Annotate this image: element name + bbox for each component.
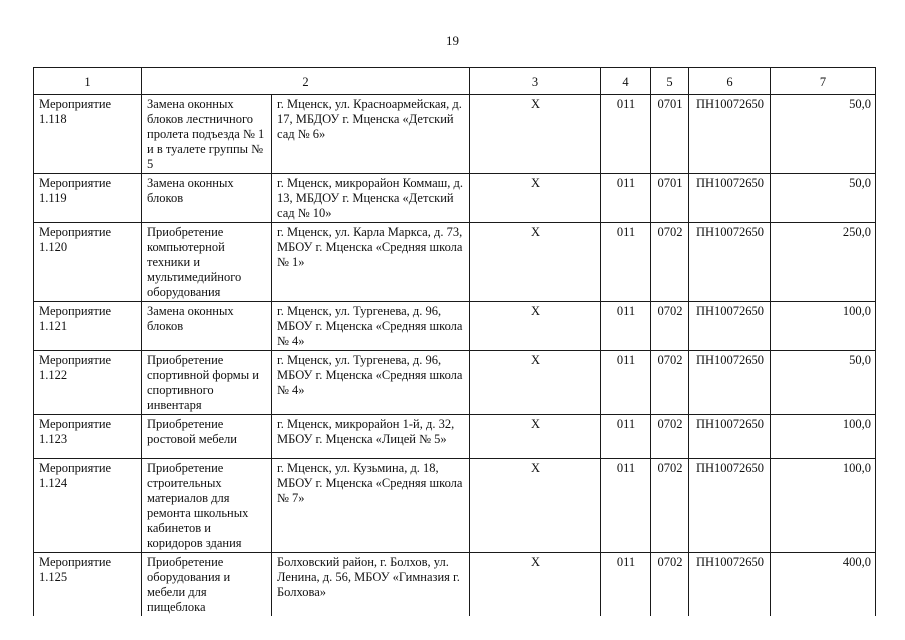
col3-value: Х <box>470 302 601 351</box>
col3-value: Х <box>470 415 601 459</box>
col7-value: 250,0 <box>771 223 876 302</box>
measure-name: Замена оконных блоков лестничного пролета подъезда № 1 и в туалете группы № 5 <box>142 95 272 174</box>
col7-value: 400,0 <box>771 553 876 617</box>
col4-value: 011 <box>601 95 651 174</box>
col5-value: 0702 <box>651 302 689 351</box>
table-row <box>34 302 876 351</box>
col4-value: 011 <box>601 459 651 553</box>
measure-name: Замена оконных блоков <box>142 302 272 351</box>
table-row <box>34 553 876 617</box>
measure-name: Приобретение спортивной формы и спортивного инвентаря <box>142 351 272 415</box>
table-row <box>34 415 876 459</box>
table-row <box>34 174 876 223</box>
col3-value: Х <box>470 174 601 223</box>
col5-value: 0702 <box>651 351 689 415</box>
measure-address: г. Мценск, ул. Кузьмина, д. 18, МБОУ г. Мценска «Средняя школа № 7» <box>272 459 470 553</box>
col3-value: Х <box>470 351 601 415</box>
header-cell-5: 5 <box>651 68 689 95</box>
measure-address: Болховский район, г. Болхов, ул. Ленина, д. 56, МБОУ «Гимназия г. Болхова» <box>272 553 470 617</box>
col4-value: 011 <box>601 223 651 302</box>
col7-value: 50,0 <box>771 351 876 415</box>
measure-id: Мероприятие 1.125 <box>34 553 142 617</box>
measure-id: Мероприятие 1.121 <box>34 302 142 351</box>
col5-value: 0702 <box>651 415 689 459</box>
col3-value: Х <box>470 223 601 302</box>
measure-id: Мероприятие 1.120 <box>34 223 142 302</box>
col6-value: ПН10072650 <box>689 351 771 415</box>
header-cell-6: 6 <box>689 68 771 95</box>
header-row <box>34 68 876 95</box>
col4-value: 011 <box>601 351 651 415</box>
col6-value: ПН10072650 <box>689 415 771 459</box>
measure-id: Мероприятие 1.124 <box>34 459 142 553</box>
measure-name: Приобретение ростовой мебели <box>142 415 272 459</box>
header-cell-4: 4 <box>601 68 651 95</box>
header-cell-2: 2 <box>142 68 470 95</box>
col7-value: 100,0 <box>771 302 876 351</box>
measure-address: г. Мценск, ул. Карла Маркса, д. 73, МБОУ г. Мценска «Средняя школа № 1» <box>272 223 470 302</box>
col5-value: 0702 <box>651 459 689 553</box>
col6-value: ПН10072650 <box>689 302 771 351</box>
measure-address: г. Мценск, ул. Тургенева, д. 96, МБОУ г. Мценска «Средняя школа № 4» <box>272 302 470 351</box>
col7-value: 100,0 <box>771 459 876 553</box>
col6-value: ПН10072650 <box>689 459 771 553</box>
table-row <box>34 95 876 174</box>
header-cell-7: 7 <box>771 68 876 95</box>
col3-value: Х <box>470 553 601 617</box>
col4-value: 011 <box>601 302 651 351</box>
col5-value: 0701 <box>651 95 689 174</box>
measures-table <box>33 67 876 616</box>
measure-name: Приобретение оборудования и мебели для пищеблока <box>142 553 272 617</box>
measure-address: г. Мценск, ул. Тургенева, д. 96, МБОУ г. Мценска «Средняя школа № 4» <box>272 351 470 415</box>
table-row <box>34 351 876 415</box>
col5-value: 0702 <box>651 223 689 302</box>
col3-value: Х <box>470 95 601 174</box>
header-cell-1: 1 <box>34 68 142 95</box>
measure-address: г. Мценск, ул. Красноармейская, д. 17, МБДОУ г. Мценска «Детский сад № 6» <box>272 95 470 174</box>
measure-name: Приобретение строительных материалов для ремонта школьных кабинетов и коридоров здания <box>142 459 272 553</box>
table-row <box>34 223 876 302</box>
col7-value: 50,0 <box>771 174 876 223</box>
measure-name: Замена оконных блоков <box>142 174 272 223</box>
col6-value: ПН10072650 <box>689 553 771 617</box>
col6-value: ПН10072650 <box>689 223 771 302</box>
col5-value: 0701 <box>651 174 689 223</box>
measure-id: Мероприятие 1.119 <box>34 174 142 223</box>
table-row <box>34 459 876 553</box>
col4-value: 011 <box>601 415 651 459</box>
col4-value: 011 <box>601 553 651 617</box>
col7-value: 100,0 <box>771 415 876 459</box>
col3-value: Х <box>470 459 601 553</box>
measure-address: г. Мценск, микрорайон Коммаш, д. 13, МБДОУ г. Мценска «Детский сад № 10» <box>272 174 470 223</box>
col6-value: ПН10072650 <box>689 95 771 174</box>
page-number: 19 <box>446 33 459 48</box>
measure-id: Мероприятие 1.122 <box>34 351 142 415</box>
col4-value: 011 <box>601 174 651 223</box>
col7-value: 50,0 <box>771 95 876 174</box>
header-cell-3: 3 <box>470 68 601 95</box>
measure-name: Приобретение компьютерной техники и мультимедийного оборудования <box>142 223 272 302</box>
col5-value: 0702 <box>651 553 689 617</box>
measure-id: Мероприятие 1.118 <box>34 95 142 174</box>
measure-address: г. Мценск, микрорайон 1-й, д. 32, МБОУ г. Мценска «Лицей № 5» <box>272 415 470 459</box>
measure-id: Мероприятие 1.123 <box>34 415 142 459</box>
col6-value: ПН10072650 <box>689 174 771 223</box>
